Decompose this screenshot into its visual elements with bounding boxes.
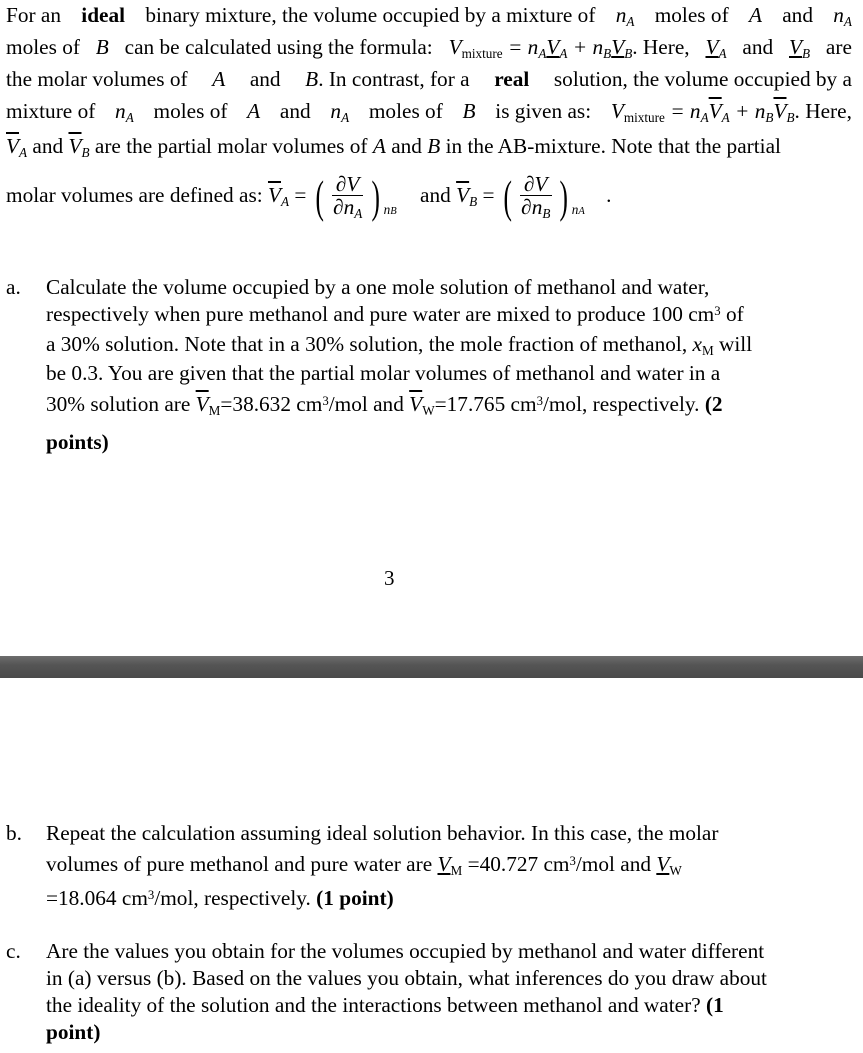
n-a: nA	[833, 3, 852, 30]
partial-derivative-a: $\frac{\partial V}{\partial nA}$	[333, 172, 363, 222]
v-a: VA	[705, 35, 727, 62]
vbar-b: $\overline{V}B$	[68, 134, 90, 161]
intro-line-6: molar volumes are defined as: $\overline{V}A$ = ( $\frac{\partial V}{\partial nA}$ ) $_{nB}$ and $\overline{V}B$ = ( $\frac{\partial V}{\partial nB}$ ) $_{nA}$ .	[6, 171, 612, 223]
intro-line-5: $\overline{V}A$ and $\overline{V}B$ are the partial molar volumes of A and B in the AB-mixture. Note that the partial	[6, 134, 781, 161]
part-c: c. Are the values you obtain for the volumes occupied by methanol and water different in (a) versus (b). Based on the values you obtain, what inferences do you draw about the ideality of the solution and the interactions between methanol and water? (1 point)	[6, 939, 767, 1044]
vbar-a: $\overline{V}A$	[6, 134, 28, 161]
intro-line-2: moles of B can be calculated using the formula: Vmixture = nAVA + nBVB. Here, VA and VB are	[6, 35, 852, 62]
page-bottom	[0, 678, 863, 1053]
ideal-formula: Vmixture = nAVA + nBVB. Here,	[448, 35, 690, 62]
intro-line-1: For an ideal binary mixture, the volume occupied by a mixture of nA moles of A and nA	[6, 3, 852, 30]
partial-derivative-b: $\frac{\partial V}{\partial nB}$	[521, 172, 551, 222]
intro-line-3: the molar volumes of A and B. In contrast, for a real solution, the volume occupied by a	[6, 67, 852, 91]
vbar-a-def: $\overline{V}A$ =	[267, 183, 307, 210]
page-divider	[0, 656, 863, 678]
v-b: VB	[789, 35, 811, 62]
v-methanol-pure: VM	[437, 852, 463, 879]
vbar-water: $\overline{V}W$	[409, 392, 435, 419]
page-number: 3	[384, 566, 395, 590]
vbar-methanol: $\overline{V}M$	[195, 392, 221, 419]
v-water-pure: VW	[656, 852, 682, 879]
vbar-b-def: $\overline{V}B$ =	[456, 183, 495, 210]
n-a: nA	[115, 99, 134, 126]
n-a: nA	[330, 99, 350, 126]
part-a: a. Calculate the volume occupied by a one mole solution of methanol and water, respectively when pure methanol and pure water are mixed to produce 100 $cm^3$ of a 30% solution. Note that in a 30% solution, the mole fraction of methanol, xM will be 0.3. You are given that the partial molar volumes of methanol and water in a 30% solution are $\overline{V}M=38.632$ $cm^3$/mol and $\overline{V}W=17.765$ $cm^3$/mol, respectively. (2 points)	[6, 275, 753, 454]
part-b: b. Repeat the calculation assuming ideal solution behavior. In this case, the molar volumes of pure methanol and pure water are VM =40.727 $cm^3$/mol and VW =18.064 $cm^3$/mol, respectively. (1 point)	[6, 821, 719, 910]
n-a: nA	[615, 3, 635, 30]
real-formula: Vmixture = $nA\overline{V}A + nB\overline{V}B$. Here,	[610, 99, 852, 126]
intro-line-4: mixture of nA moles of A and nA moles of B is given as: Vmixture = $nA\overline{V}A + nB\overline{V}B$. Here,	[6, 99, 852, 126]
